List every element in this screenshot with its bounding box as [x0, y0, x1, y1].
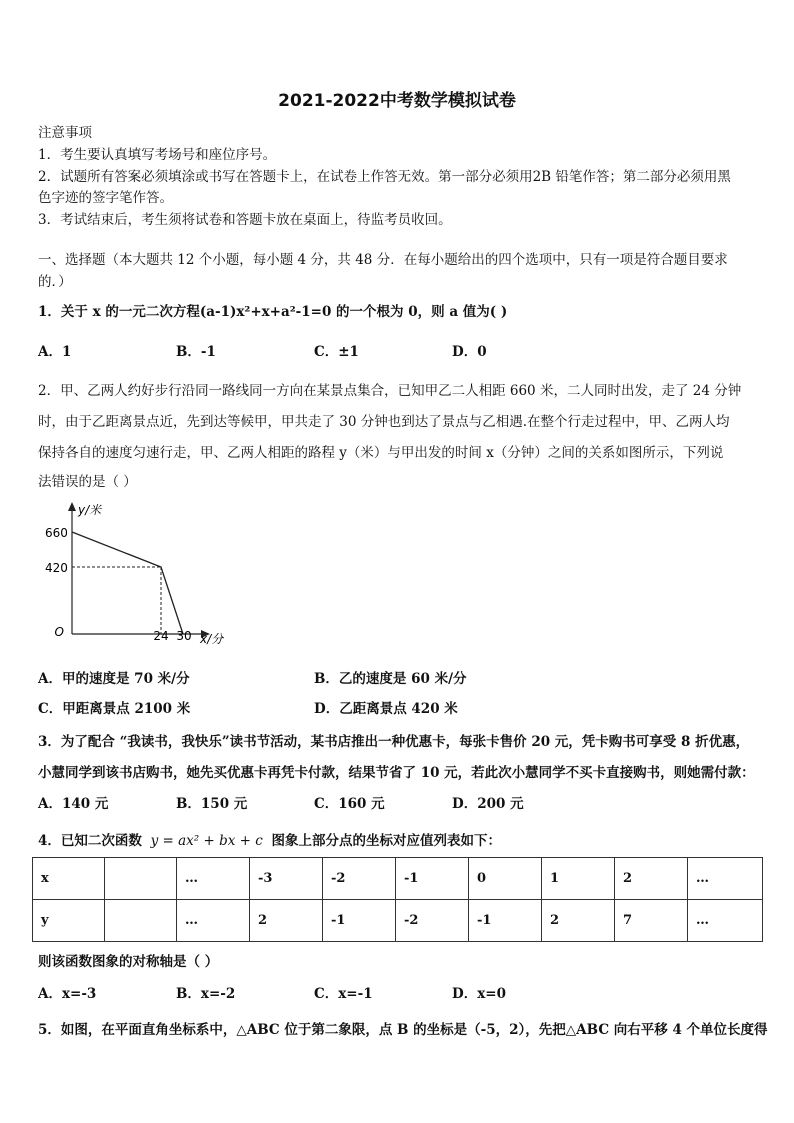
graph-line: [72, 532, 183, 634]
y-axis-label: y/米: [78, 503, 102, 517]
q1-option-a: A．1: [38, 344, 72, 360]
table-cell: [105, 858, 177, 900]
table-cell: [105, 900, 177, 942]
table-cell: -2: [396, 900, 469, 942]
q1-option-b: B．-1: [176, 344, 216, 360]
q1-stem: 1．关于 x 的一元二次方程(a-1)x²+x+a²-1=0 的一个根为 0，则 a 值为( ): [38, 304, 508, 320]
q5-stem: 5．如图，在平面直角坐标系中，△ABC 位于第二象限，点 B 的坐标是（-5，2），先把△ABC 向右平移 4 个单位长度得: [38, 1022, 768, 1038]
table-row: [33, 858, 763, 900]
notice-item: 1．考生要认真填写考场号和座位序号。: [38, 147, 277, 163]
q4-option-d: D．x=0: [452, 986, 506, 1002]
q3-stem-line: 小慧同学到该书店购书，她先买优惠卡再凭卡付款，结果节省了 10 元，若此次小慧同学不买卡直接购书，则她需付款：: [38, 765, 755, 781]
q4-option-c: C．x=-1: [314, 986, 373, 1002]
q3-option-b: B．150 元: [176, 796, 248, 812]
table-cell: x: [33, 858, 105, 900]
q2-stem-line: 保持各自的速度匀速行走，甲、乙两人相距的路程 y（米）与甲出发的时间 x（分钟）之间的关系如图所示，下列说: [38, 445, 724, 461]
q2-stem-line: 时，由于乙距离景点近，先到达等候甲，甲共走了 30 分钟也到达了景点与乙相遇.在整个行走过程中，甲、乙两人均: [38, 414, 730, 430]
section-heading-cont: 的．）: [38, 274, 72, 290]
table-cell: -1: [469, 900, 542, 942]
q2-graph: [34, 498, 234, 650]
table-cell: 7: [615, 900, 688, 942]
page-title: 2021-2022中考数学模拟试卷: [278, 91, 516, 111]
table-cell: -1: [323, 900, 396, 942]
q1-option-d: D．0: [452, 344, 487, 360]
table-row: [33, 900, 763, 942]
q3-stem-line: 3．为了配合 “我读书，我快乐”读书节活动，某书店推出一种优惠卡，每张卡售价 20 元，凭卡购书可享受 8 折优惠，: [38, 734, 750, 750]
table-cell: 2: [542, 900, 615, 942]
q4-option-b: B．x=-2: [176, 986, 236, 1002]
q2-option-d: D．乙距离景点 420 米: [314, 701, 458, 717]
q4-option-a: A．x=-3: [38, 986, 97, 1002]
table-cell: 2: [250, 900, 323, 942]
y-tick-660: 660: [45, 526, 68, 540]
q4-question: 则该函数图象的对称轴是（ ）: [38, 954, 219, 970]
notice-item: 3．考试结束后，考生须将试卷和答题卡放在桌面上，待监考员收回。: [38, 212, 452, 228]
q4-stem-post: 图象上部分点的坐标对应值列表如下：: [271, 833, 502, 849]
y-tick-420: 420: [45, 561, 68, 575]
notice-heading: 注意事项: [38, 125, 92, 141]
notice-item: 2．试题所有答案必须填涂或书写在答题卡上，在试卷上作答无效。第一部分必须用2B 铅笔作答；第二部分必须用黑: [38, 169, 731, 185]
q3-option-c: C．160 元: [314, 796, 385, 812]
table-cell: -2: [323, 858, 396, 900]
x-tick-30: 30: [176, 629, 192, 643]
q2-option-b: B．乙的速度是 60 米/分: [314, 671, 467, 687]
x-tick-24: 24: [153, 629, 169, 643]
table-cell: …: [177, 900, 250, 942]
table-cell: -1: [396, 858, 469, 900]
origin-label: O: [54, 625, 64, 639]
q2-option-a: A．甲的速度是 70 米/分: [38, 671, 190, 687]
q3-option-a: A．140 元: [38, 796, 109, 812]
notice-item: 色字迹的签字笔作答。: [38, 190, 173, 206]
table-cell: …: [688, 900, 763, 942]
q2-stem-line: 法错误的是（ ）: [38, 474, 137, 490]
section-heading: 一、选择题（本大题共 12 个小题，每小题 4 分，共 48 分．在每小题给出的四个选项中，只有一项是符合题目要求: [38, 252, 728, 268]
table-cell: 0: [469, 858, 542, 900]
q4-stem: [38, 829, 501, 849]
table-cell: …: [688, 858, 763, 900]
table-cell: 1: [542, 858, 615, 900]
table-cell: -3: [250, 858, 323, 900]
q4-formula: y = ax² + bx + c: [150, 833, 263, 849]
q1-option-c: C．±1: [314, 344, 359, 360]
q2-option-c: C．甲距离景点 2100 米: [38, 701, 191, 717]
y-axis-arrow: [68, 502, 76, 511]
table-cell: …: [177, 858, 250, 900]
table-cell: 2: [615, 858, 688, 900]
q3-option-d: D．200 元: [452, 796, 524, 812]
table-cell: y: [33, 900, 105, 942]
q4-stem-pre: 4．已知二次函数: [38, 833, 142, 849]
q4-value-table: [32, 857, 763, 942]
x-axis-label: x/分: [200, 632, 224, 646]
q2-stem-line: 2．甲、乙两人约好步行沿同一路线同一方向在某景点集合，已知甲乙二人相距 660 米，二人同时出发，走了 24 分钟: [38, 383, 742, 399]
